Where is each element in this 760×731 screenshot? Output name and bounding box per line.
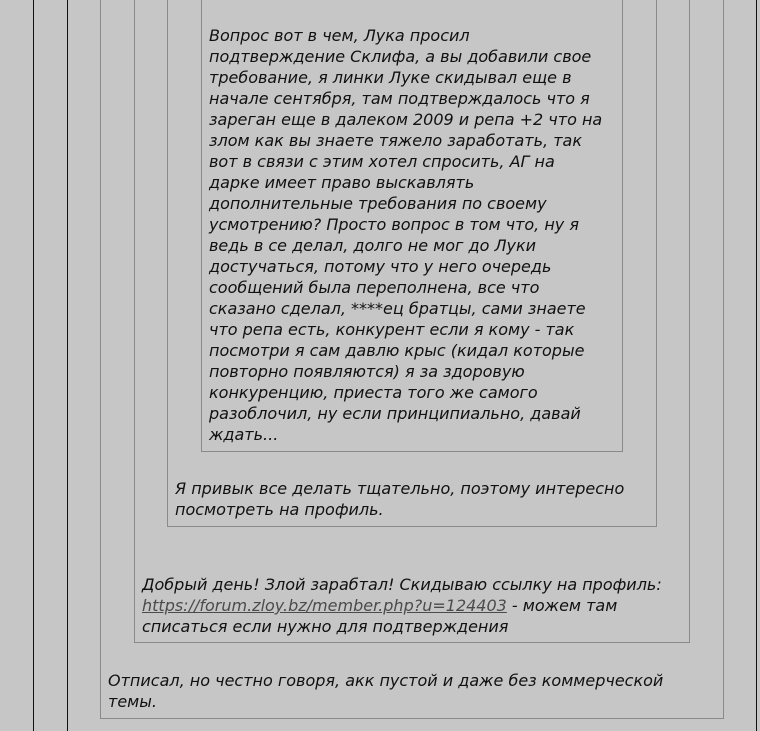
thread-rule-right [756, 0, 757, 731]
reply-text: Отписал, но честно говоря, акк пустой и даже без коммерческой темы. [108, 671, 664, 711]
profile-link[interactable]: https://forum.zloy.bz/member.php?u=124403 [142, 596, 507, 615]
quote-level4-text: Вопрос вот в чем, Лука просил подтверждение Склифа, а вы добавили свое требование, я линки Луке скидывал еще в начале сентября, там подтверждалось что я зареган еще в далеком 2009 и репа +2 что на злом как вы знаете тяжело заработать, так вот в связи с этим хотел спросить, АГ на дарке имеет право выскавлять дополнительные требования по своему усмотрению? Просто вопрос в том что, ну я ведь в се делал, долго не мог до Луки достучаться, потому что у него очередь сообщений была переполнена, все что сказано сделал, ****ец братцы, сами знаете что репа есть, конкурент если я кому - так посмотри я сам давлю крыс (кидал которые повторно появляются) я за здоровую конкуренцию, приеста того же самого разоблочил, ну если принципиально, давай ждать... [209, 26, 603, 444]
thread-rule-1 [33, 0, 34, 731]
quote-level2-text-after: - можем там списаться если нужно для подтверждения [142, 596, 618, 636]
quote-level2-text-before: Добрый день! Злой зарабтал! Скидываю ссылку на профиль: [142, 575, 662, 594]
quote-level3-text: Я привык все делать тщательно, поэтому интересно посмотреть на профиль. [175, 479, 625, 519]
quote-level2-text [142, 574, 687, 637]
thread-rule-2 [67, 0, 68, 731]
